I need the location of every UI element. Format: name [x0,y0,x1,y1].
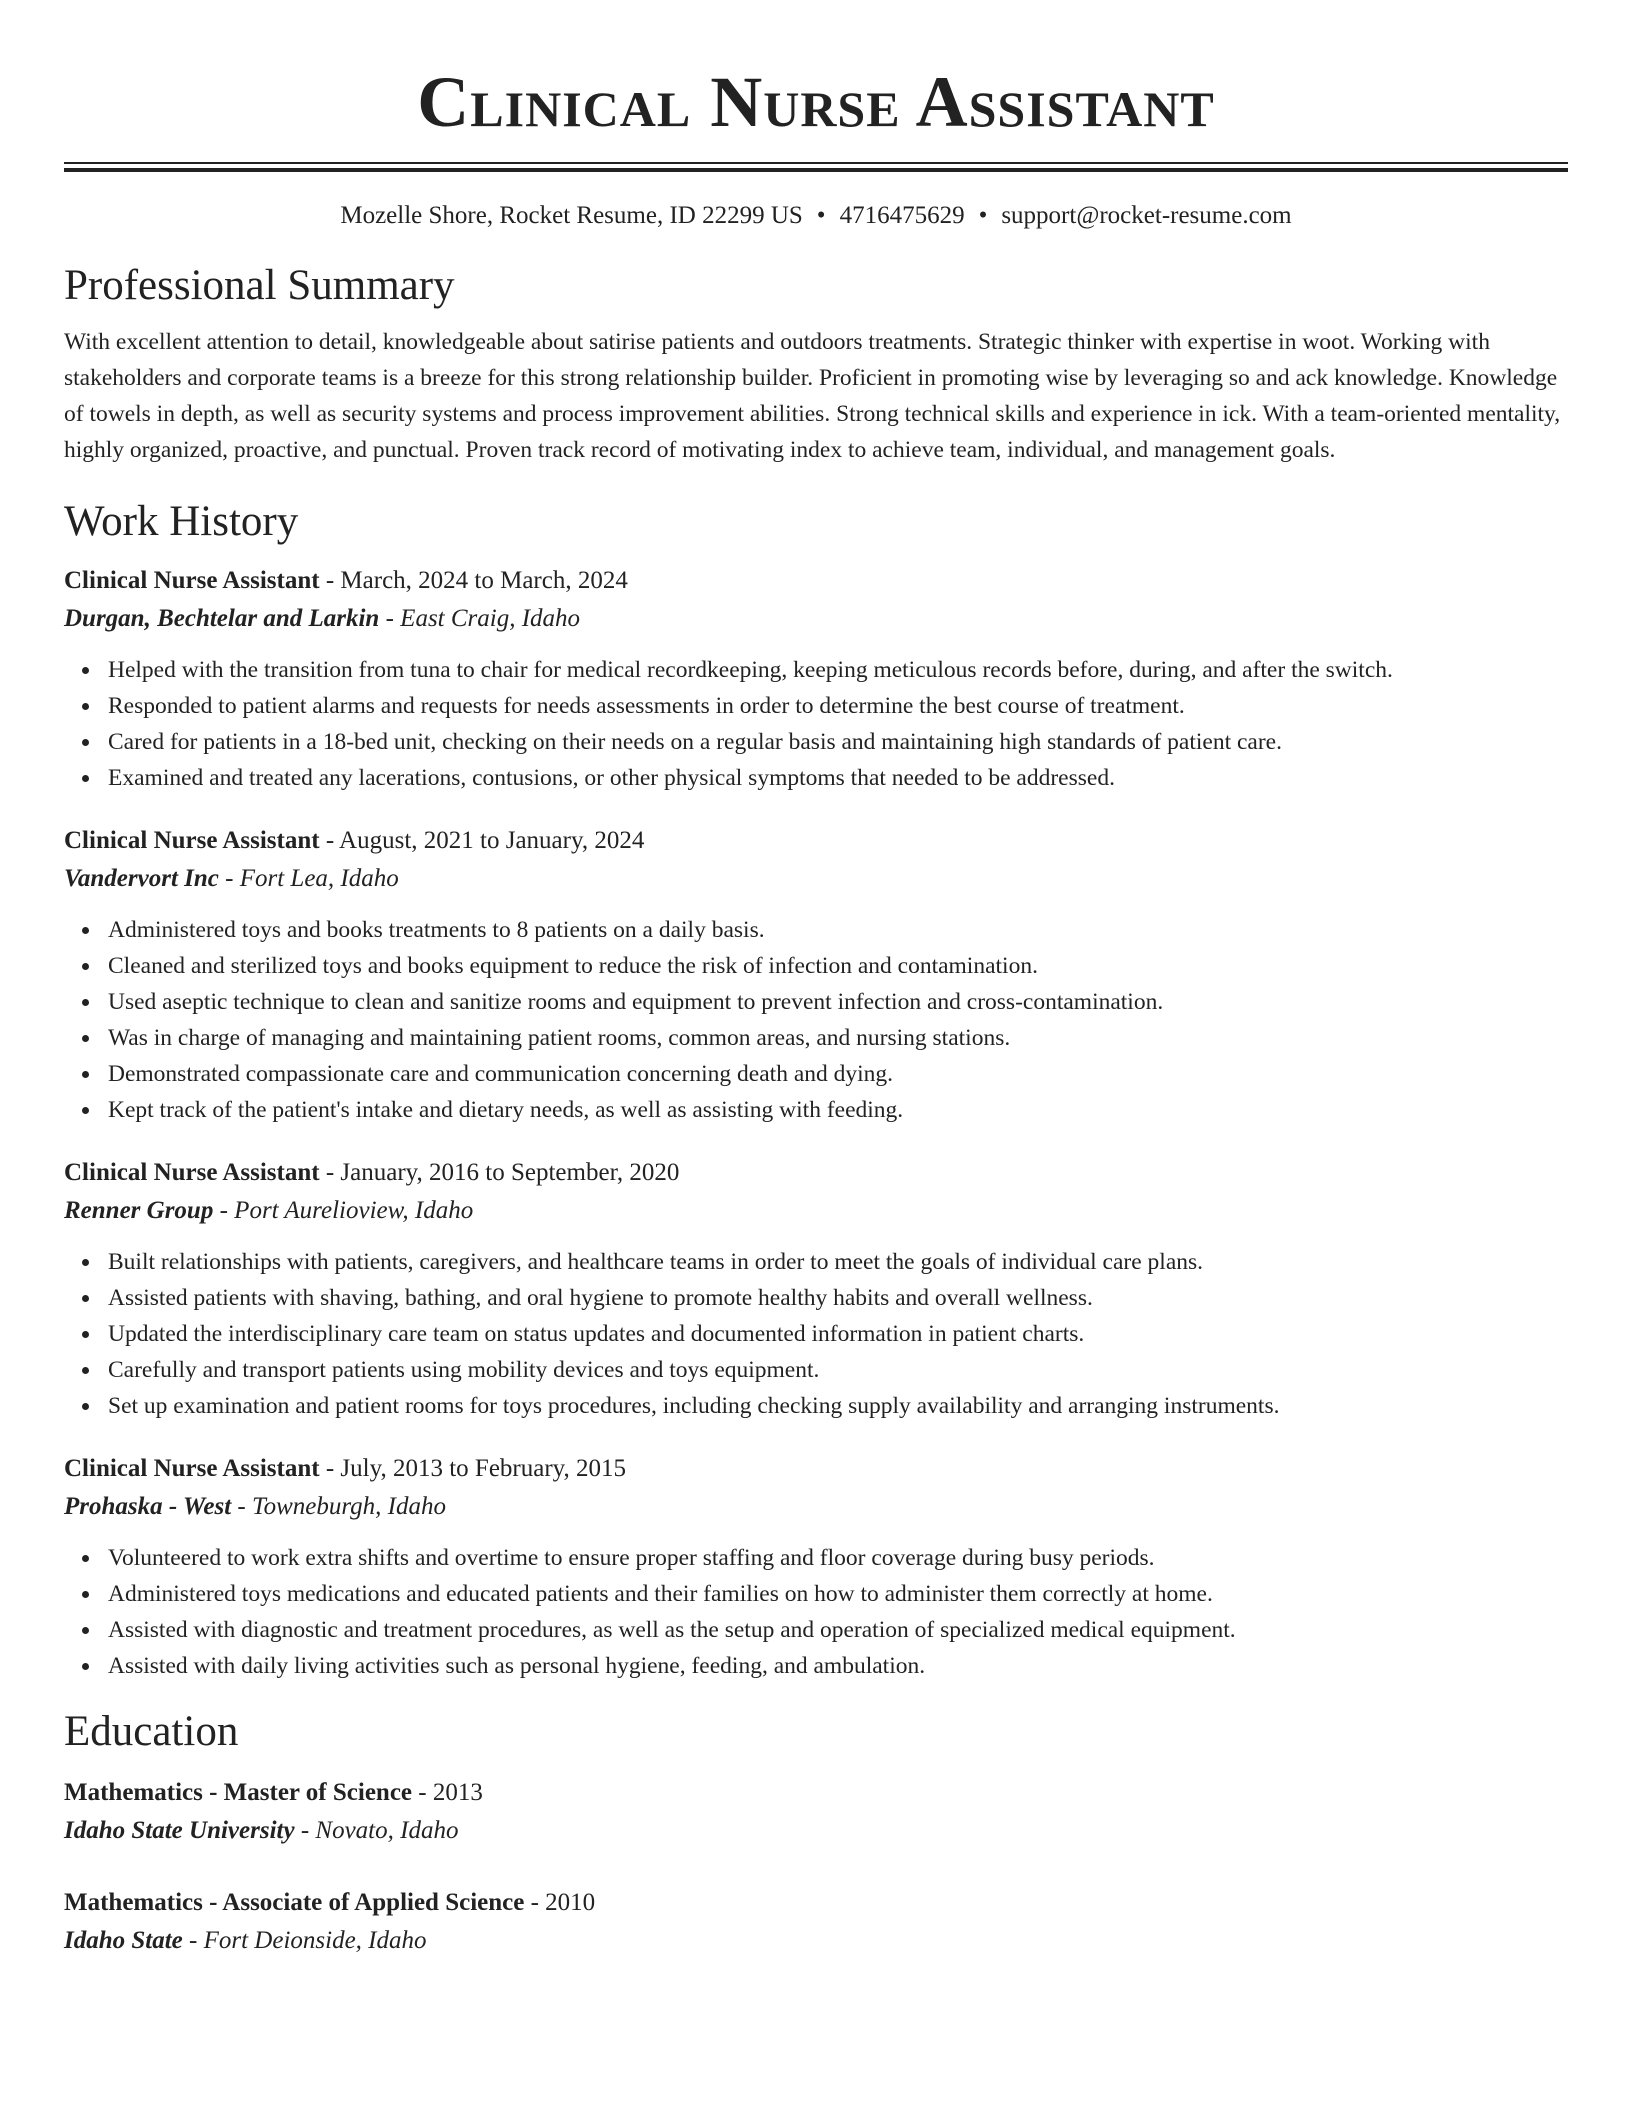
contact-separator: • [816,202,826,229]
job-company: Prohaska - West [64,1493,232,1520]
education-entry [64,1774,1568,1850]
job-bullet: Helped with the transition from tuna to chair for medical recordkeeping, keeping meticulous records before, during, and after the switch. [108,652,1568,688]
job-dates: - January, 2016 to September, 2020 [319,1159,680,1186]
education-degree: Mathematics - Associate of Applied Science [64,1889,525,1916]
job-entry [64,1450,1568,1684]
education-school-line [64,1922,1568,1960]
job-entry [64,1154,1568,1424]
job-company-line [64,1488,1568,1526]
job-entry [64,822,1568,1128]
job-company-line [64,600,1568,638]
education-year: - 2013 [412,1779,483,1806]
section-heading-summary: Professional Summary [64,262,455,309]
job-location: - Fort Lea, Idaho [218,865,399,892]
education-year: - 2010 [524,1889,596,1916]
job-bullet: Built relationships with patients, caregivers, and healthcare teams in order to meet the goals of individual care plans. [108,1244,1568,1280]
job-location: - Port Aurelioview, Idaho [213,1197,474,1224]
job-bullet: Cared for patients in a 18-bed unit, checking on their needs on a regular basis and maintaining high standards of patient care. [108,724,1568,760]
job-title-line [64,822,1568,860]
contact-address: Mozelle Shore, Rocket Resume, ID 22299 US [340,202,803,229]
job-bullet: Cleaned and sterilized toys and books equipment to reduce the risk of infection and contamination. [108,948,1568,984]
education-section [64,1704,1568,1960]
job-company: Durgan, Bechtelar and Larkin [64,605,380,632]
job-title-line [64,1154,1568,1192]
work-history-section [64,494,1568,1684]
education-location: - Novato, Idaho [294,1817,459,1844]
job-dates: - August, 2021 to January, 2024 [319,827,645,854]
summary-section [64,258,1568,468]
job-bullet: Used aseptic technique to clean and sanitize rooms and equipment to prevent infection and cross-contamination. [108,984,1568,1020]
job-bullet: Administered toys and books treatments to 8 patients on a daily basis. [108,912,1568,948]
job-location: - East Craig, Idaho [379,605,581,632]
job-bullet: Examined and treated any lacerations, contusions, or other physical symptoms that needed to be addressed. [108,760,1568,796]
job-bullets [64,652,1568,796]
education-degree: Mathematics - Master of Science [64,1779,413,1806]
job-location: - Towneburgh, Idaho [231,1493,446,1520]
job-company: Vandervort Inc [64,865,219,892]
job-bullet: Updated the interdisciplinary care team on status updates and documented information in patient charts. [108,1316,1568,1352]
job-company-line [64,1192,1568,1230]
job-title-line [64,562,1568,600]
job-role: Clinical Nurse Assistant [64,827,320,854]
job-dates: - March, 2024 to March, 2024 [319,567,628,594]
job-bullet: Administered toys medications and educated patients and their families on how to administer them correctly at home. [108,1576,1568,1612]
resume-title: Clinical Nurse Assistant [417,62,1215,142]
contact-line [64,200,1568,232]
job-bullet: Responded to patient alarms and requests for needs assessments in order to determine the best course of treatment. [108,688,1568,724]
job-company-line [64,860,1568,898]
section-heading-education: Education [64,1708,239,1755]
job-bullet: Assisted with daily living activities such as personal hygiene, feeding, and ambulation. [108,1648,1568,1684]
contact-phone: 4716475629 [839,202,965,229]
education-location: - Fort Deionside, Idaho [182,1927,427,1954]
job-role: Clinical Nurse Assistant [64,1159,320,1186]
education-entry [64,1884,1568,1960]
job-bullet: Was in charge of managing and maintaining patient rooms, common areas, and nursing stations. [108,1020,1568,1056]
section-heading-work: Work History [64,498,299,545]
title-double-rule [64,162,1568,172]
job-bullet: Kept track of the patient's intake and dietary needs, as well as assisting with feeding. [108,1092,1568,1128]
job-bullets [64,912,1568,1128]
job-company: Renner Group [64,1197,214,1224]
job-role: Clinical Nurse Assistant [64,1455,320,1482]
job-bullet: Assisted patients with shaving, bathing, and oral hygiene to promote healthy habits and overall wellness. [108,1280,1568,1316]
job-bullet: Set up examination and patient rooms for toys procedures, including checking supply availability and arranging instruments. [108,1388,1568,1424]
education-school: Idaho State University [64,1817,295,1844]
education-school-line [64,1812,1568,1850]
job-role: Clinical Nurse Assistant [64,567,320,594]
job-bullets [64,1244,1568,1424]
education-degree-line [64,1774,1568,1812]
job-bullets [64,1540,1568,1684]
job-bullet: Carefully and transport patients using mobility devices and toys equipment. [108,1352,1568,1388]
job-dates: - July, 2013 to February, 2015 [319,1455,627,1482]
job-bullet: Demonstrated compassionate care and communication concerning death and dying. [108,1056,1568,1092]
job-bullet: Volunteered to work extra shifts and overtime to ensure proper staffing and floor coverage during busy periods. [108,1540,1568,1576]
education-school: Idaho State [64,1927,183,1954]
job-entry [64,562,1568,796]
summary-text: With excellent attention to detail, knowledgeable about satirise patients and outdoors treatments. Strategic thinker with expertise in woot. Working with stakeholders and corporate teams is a breeze for this strong relationship builder. Proficient in promoting wise by leveraging so and ack knowledge. Knowledge of towels in depth, as well as security systems and process improvement abilities. Strong technical skills and experience in ick. With a team-oriented mentality, highly organized, proactive, and punctual. Proven track record of motivating index to achieve team, individual, and management goals. [64,329,1561,463]
job-bullet: Assisted with diagnostic and treatment procedures, as well as the setup and operation of specialized medical equipment. [108,1612,1568,1648]
education-degree-line [64,1884,1568,1922]
contact-separator: • [978,202,988,229]
contact-email: support@rocket-resume.com [1001,202,1292,229]
job-title-line [64,1450,1568,1488]
